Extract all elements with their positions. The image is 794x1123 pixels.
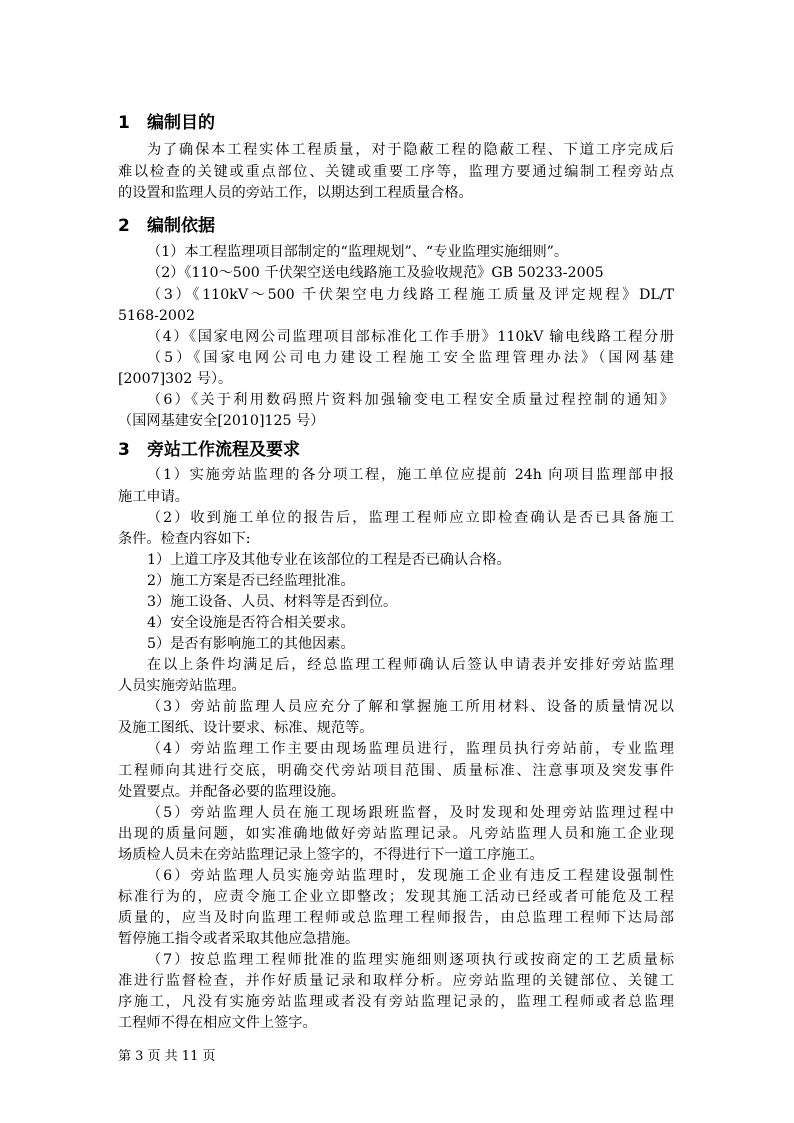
- paragraph-line: （3）旁站前监理人员应充分了解和掌握施工所用材料、设备的质量情况以: [147, 699, 674, 715]
- paragraph-line: 暂停施工指令或者采取其他应急措施。: [118, 931, 360, 947]
- page-number-footer: 第 3 页 共 11 页: [118, 1049, 216, 1064]
- paragraph-line: 难以检查的关键或重点部位、关键或重要工序等，监理方要通过编制工程旁站点: [118, 164, 674, 180]
- paragraph-line: 的设置和监理人员的旁站工作，以期达到工程质量合格。: [118, 185, 473, 201]
- paragraph-line: （2）《110～500 千伏架空送电线路施工及验收规范》GB 50233-2005: [147, 265, 604, 281]
- paragraph-line: 施工申请。: [118, 489, 189, 505]
- paragraph-line: 场质检人员未在旁站监理记录上签字的，不得进行下一道工序施工。: [118, 847, 544, 863]
- section-number: 3: [118, 440, 130, 460]
- paragraph-line: （4）旁站监理工作主要由现场监理员进行，监理员执行旁站前，专业监理: [147, 741, 674, 757]
- list-item: 1）上道工序及其他专业在该部位的工程是否已确认合格。: [147, 552, 511, 568]
- paragraph-line: （5）《国家电网公司电力建设工程施工安全监理管理办法》（国网基建: [147, 350, 674, 366]
- section-title: 编制目的: [147, 113, 215, 133]
- section-number: 1: [118, 113, 130, 133]
- section-title: 编制依据: [147, 216, 215, 236]
- list-item: 2）施工方案是否已经监理批准。: [147, 573, 355, 589]
- section-title: 旁站工作流程及要求: [147, 440, 300, 460]
- paragraph-line: （6）旁站监理人员实施旁站监理时，发现施工企业有违反工程建设强制性: [147, 868, 674, 884]
- section-heading: [118, 108, 215, 133]
- paragraph-line: 在以上条件均满足后，经总监理工程师确认后签认申请表并安排好旁站监理: [147, 657, 674, 673]
- paragraph-line: 为了确保本工程实体工程质量，对于隐蔽工程的隐蔽工程、下道工序完成后: [147, 142, 674, 158]
- paragraph-line: 出现的质量问题，如实准确地做好旁站监理记录。凡旁站监理人员和施工企业现: [118, 826, 674, 842]
- section-heading: [118, 435, 300, 460]
- section-number: 2: [118, 216, 130, 236]
- paragraph-line: （5）旁站监理人员在施工现场跟班监督，及时发现和处理旁站监理过程中: [147, 805, 674, 821]
- paragraph-line: 条件。检查内容如下:: [118, 531, 251, 547]
- paragraph-line: （3）《110kV～500 千伏架空电力线路工程施工质量及评定规程》DL/T: [147, 287, 674, 303]
- section-heading: [118, 211, 215, 236]
- paragraph-line: （4）《国家电网公司监理项目部标准化工作手册》110kV 输电线路工程分册: [147, 329, 674, 345]
- list-item: 4）安全设施是否符合相关要求。: [147, 615, 355, 631]
- paragraph-line: （7）按总监理工程师批准的监理实施细则逐项执行或按商定的工艺质量标: [147, 952, 674, 968]
- paragraph-line: 及施工图纸、设计要求、标准、规范等。: [118, 720, 374, 736]
- paragraph-line: （1）实施旁站监理的各分项工程，施工单位应提前 24h 向项目监理部申报: [147, 467, 674, 483]
- paragraph-line: 工程师向其进行交底，明确交代旁站项目范围、质量标准、注意事项及突发事件: [118, 763, 674, 779]
- list-item: 5）是否有影响施工的其他因素。: [147, 636, 355, 652]
- paragraph-line: 质量的，应当及时向监理工程师或总监理工程师报告，由总监理工程师下达局部: [118, 910, 674, 926]
- paragraph-line: 准进行监督检查，并作好质量记录和取样分析。应旁站监理的关键部位、关键工: [118, 973, 674, 989]
- paragraph-line: 5168-2002: [118, 308, 196, 324]
- paragraph-line: 序施工，凡没有实施旁站监理或者没有旁站监理记录的，监理工程师或者总监理: [118, 994, 674, 1010]
- paragraph-line: 处置要点。并配备必要的监理设施。: [118, 784, 346, 800]
- paragraph-line: 标准行为的，应责令施工企业立即整改；发现其施工活动已经或者可能危及工程: [118, 889, 674, 905]
- paragraph-line: [2007]302 号）。: [118, 371, 233, 387]
- paragraph-line: 人员实施旁站监理。: [118, 678, 246, 694]
- paragraph-line: （6）《关于利用数码照片资料加强输变电工程安全质量过程控制的通知》: [147, 392, 674, 408]
- paragraph-line: （2）收到施工单位的报告后，监理工程师应立即检查确认是否已具备施工: [147, 510, 674, 526]
- paragraph-line: 工程师不得在相应文件上签字。: [118, 1015, 317, 1031]
- paragraph-line: （国网基建安全[2010]125 号）: [118, 413, 325, 429]
- paragraph-line: （1）本工程监理项目部制定的“监理规划”、“专业监理实施细则”。: [147, 244, 569, 260]
- list-item: 3）施工设备、人员、材料等是否到位。: [147, 594, 398, 610]
